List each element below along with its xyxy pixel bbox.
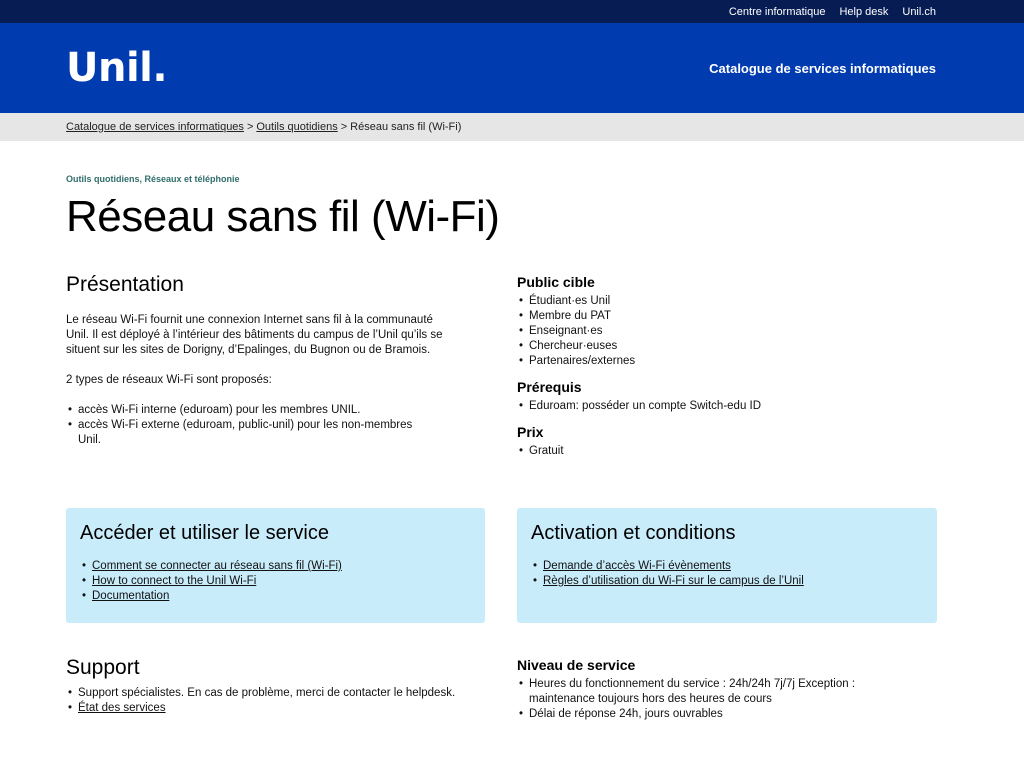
list-item: • Chercheur·euses (517, 339, 937, 354)
breadcrumb-current: Réseau sans fil (Wi-Fi) (350, 121, 462, 133)
catalogue-title-link[interactable]: Catalogue de services informatiques (709, 60, 936, 76)
link-comment-se-connecter[interactable]: Comment se connecter au réseau sans fil (Wi-Fi) (92, 560, 342, 572)
breadcrumb-catalogue[interactable]: Catalogue de services informatiques (66, 121, 244, 133)
list-item (80, 589, 471, 604)
list-item: • accès Wi-Fi interne (eduroam) pour les membres UNIL. (66, 403, 436, 418)
logo-dot: . (152, 45, 168, 91)
list-item: • Délai de réponse 24h, jours ouvrables (517, 707, 897, 722)
acceder-links (80, 559, 471, 604)
activation-heading: Activation et conditions (531, 522, 736, 544)
activation-card (517, 508, 937, 623)
link-regles-utilisation[interactable]: Règles d’utilisation du Wi-Fi sur le campus de l’Unil (543, 575, 804, 587)
link-unil-ch[interactable]: Unil.ch (902, 5, 936, 18)
link-centre-informatique[interactable]: Centre informatique (728, 5, 826, 18)
presentation-types-intro: 2 types de réseaux Wi-Fi sont proposés: (66, 374, 272, 386)
link-how-to-connect[interactable]: How to connect to the Unil Wi-Fi (92, 575, 257, 587)
list-item (531, 574, 923, 589)
prerequis-heading: Prérequis (517, 379, 582, 395)
list-item: • Eduroam: posséder un compte Switch-edu ID (517, 399, 937, 414)
prix-heading: Prix (517, 424, 544, 440)
presentation-heading: Présentation (66, 273, 184, 296)
support-list (66, 686, 486, 716)
breadcrumb-separator: > (340, 121, 348, 133)
public-cible-list (517, 294, 937, 369)
list-item: • Membre du PAT (517, 309, 937, 324)
presentation-paragraph: Le réseau Wi-Fi fournit une connexion Internet sans fil à la communauté Unil. Il est déployé à l’intérieur des bâtiments du campus de l’Unil qu’ils se situent sur les sites de Dorigny, d’Epalinges, du Bugnon ou de Bramois. (66, 314, 443, 356)
top-utility-bar (0, 0, 1024, 23)
list-item (80, 559, 471, 574)
page-title: Réseau sans fil (Wi-Fi) (66, 192, 500, 241)
link-documentation[interactable]: Documentation (92, 590, 170, 602)
acceder-heading: Accéder et utiliser le service (80, 522, 329, 544)
presentation-section (66, 273, 446, 448)
link-demande-acces[interactable]: Demande d’accès Wi-Fi évènements (543, 560, 731, 572)
acceder-card (66, 508, 485, 623)
support-heading: Support (66, 656, 140, 679)
service-info-section (517, 274, 937, 459)
list-item: • Partenaires/externes (517, 354, 937, 369)
list-item (531, 559, 923, 574)
breadcrumb-separator: > (246, 121, 254, 133)
niveau-service-heading: Niveau de service (517, 657, 636, 673)
list-item: • accès Wi-Fi externe (eduroam, public-unil) pour les non-membres Unil. (66, 418, 436, 448)
link-help-desk[interactable]: Help desk (839, 5, 889, 18)
main-content (0, 141, 1024, 757)
support-section (66, 656, 486, 716)
niveau-service-section (517, 657, 897, 722)
link-etat-des-services[interactable]: État des services (78, 702, 166, 714)
breadcrumb (0, 113, 1024, 141)
list-item (80, 574, 471, 589)
prix-list (517, 444, 937, 459)
wifi-types-list (66, 403, 436, 448)
list-item: • Enseignant·es (517, 324, 937, 339)
list-item (66, 701, 486, 716)
list-item: • Gratuit (517, 444, 937, 459)
public-cible-heading: Public cible (517, 274, 595, 290)
list-item: • Heures du fonctionnement du service : 24h/24h 7j/7j Exception : maintenance toujours hors des heures de cours (517, 677, 897, 707)
list-item: • Support spécialistes. En cas de problème, merci de contacter le helpdesk. (66, 686, 486, 701)
prerequis-list (517, 399, 937, 414)
niveau-service-list (517, 677, 897, 722)
unil-logo[interactable] (66, 45, 167, 91)
category-tags: Outils quotidiens, Réseaux et téléphonie (66, 174, 240, 184)
breadcrumb-outils-quotidiens[interactable]: Outils quotidiens (256, 121, 338, 133)
activation-links (531, 559, 923, 589)
logo-text: Unil (66, 45, 153, 91)
site-header (0, 23, 1024, 113)
list-item: • Étudiant·es Unil (517, 294, 937, 309)
